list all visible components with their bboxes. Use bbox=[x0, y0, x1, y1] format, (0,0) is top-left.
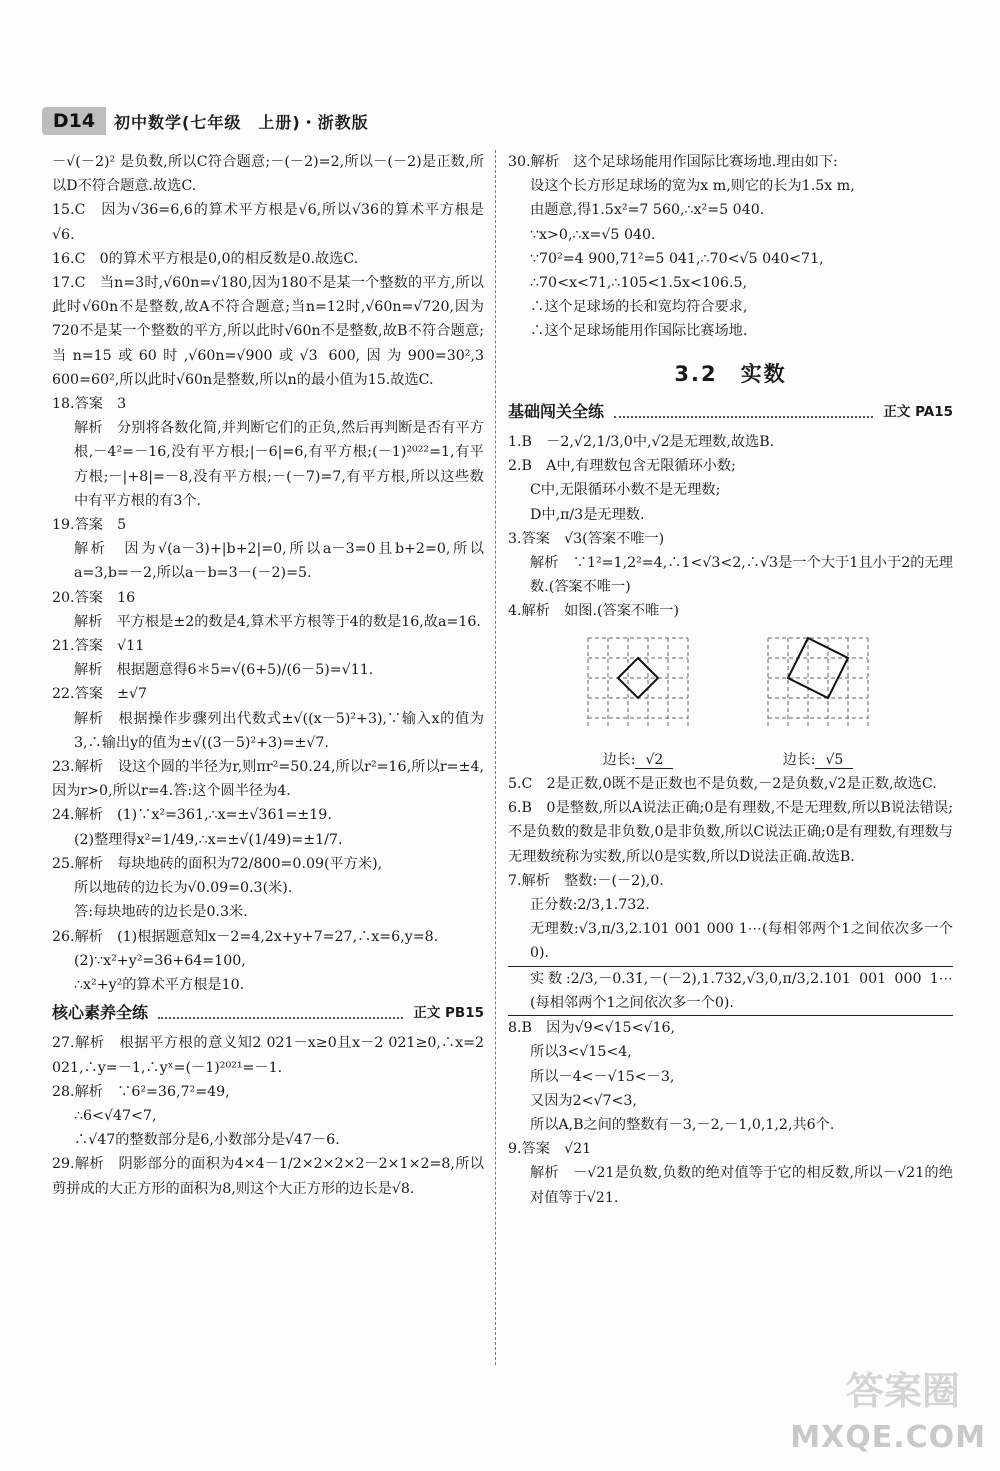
section-core-ref: 正文 PB15 bbox=[413, 1005, 484, 1022]
answer-25-a: 所以地砖的边长为√0.09=0.3(米). bbox=[74, 880, 293, 897]
page-header bbox=[42, 106, 369, 136]
chapter-title: 3.2 实数 bbox=[674, 361, 787, 386]
page-number-badge: D14 bbox=[42, 107, 106, 135]
section-dots bbox=[158, 1007, 403, 1019]
answer-24-2: (2)整理得x²=1/49,∴x=±√(1/49)=±1/7. bbox=[74, 831, 343, 848]
analysis-3: 解析 ∵1²=1,2²=4,∴1<√3<2,∴√3是一个大于1且小于2的无理数.(答案不唯一) bbox=[530, 555, 953, 596]
answer-2-d: D中,π/3是无理数. bbox=[530, 506, 645, 523]
answer-6: 6.B 0是整数,所以A说法正确;0是有理数,不是无理数,所以B说法错误;不是负数的数是非负数,0是非负数,所以C说法正确;0是有理数,有理数与无理数统称为实数,所以0是实数,所以D说法正确.故选B. bbox=[508, 800, 953, 865]
answer-4: 4.解析 如图.(答案不唯一) bbox=[508, 603, 679, 620]
answer-7-a: 正分数:2/3,1.732. bbox=[530, 897, 650, 914]
answer-15: 15.C 因为√36=6,6的算术平方根是√6,所以√36的算术平方根是√6. bbox=[52, 202, 484, 243]
answer-30-g: ∴这个足球场能用作国际比赛场地. bbox=[530, 323, 748, 340]
answer-8-d: 所以A,B之间的整数有－3,－2,－1,0,1,2,共6个. bbox=[530, 1116, 835, 1133]
answer-30-b: 由题意,得1.5x²=7 560,∴x²=5 040. bbox=[530, 202, 765, 219]
answer-30-e: ∴70<x<71,∴105<1.5x<106.5, bbox=[530, 275, 747, 292]
answer-25-b: 答:每块地砖的边长是0.3米. bbox=[74, 904, 248, 921]
answer-16: 16.C 0的算术平方根是0,0的相反数是0.故选C. bbox=[52, 250, 359, 267]
answer-8-a: 所以3<√15<4, bbox=[530, 1044, 632, 1061]
answer-28-a: ∴6<√47<7, bbox=[74, 1107, 157, 1124]
answer-26-3: ∴x²+y²的算术平方根是10. bbox=[74, 976, 245, 993]
analysis-9: 解析 －√21是负数,负数的绝对值等于它的相反数,所以－√21的绝对值等于√21. bbox=[530, 1165, 953, 1206]
answer-27: 27.解析 根据平方根的意义知2 021－x≥0且x－2 021≥0,∴x=2 021,∴y=－1,∴yˣ=(－1)²⁰²¹=－1. bbox=[52, 1035, 484, 1076]
analysis-20: 解析 平方根是±2的数是4,算术平方根等于4的数是16,故a=16. bbox=[74, 613, 481, 630]
answer-22: 22.答案 ±√7 bbox=[52, 686, 148, 703]
analysis-18: 解析 分别将各数化简,并判断它们的正负,然后再判断是否有平方根,－4²=－16,没有平方根;|－6|=6,有平方根;(－1)²⁰²²=1,有平方根;－|+8|=－8,没有平方根;－(－7)=7,有平方根,所以这些数中有平方根的有3个. bbox=[74, 420, 484, 509]
answer-19: 19.答案 5 bbox=[52, 517, 127, 534]
answer-28-b: ∴√47的整数部分是6,小数部分是√47－6. bbox=[74, 1132, 340, 1149]
answer-23: 23.解析 设这个圆的半径为r,则πr²=50.24,所以r²=16,所以r=±4,因为r>0,所以r=4.答:这个圆半径为4. bbox=[52, 759, 484, 800]
side-length-value: √5 bbox=[815, 752, 853, 769]
answer-25: 25.解析 每块地砖的面积为72/800=0.09(平方米), bbox=[52, 855, 383, 872]
answer-8-c: 又因为2<√7<3, bbox=[530, 1092, 637, 1109]
grid-square-diagram bbox=[758, 628, 878, 738]
right-column bbox=[508, 150, 953, 1210]
answer-17: 17.C 当n=3时,√60n=√180,因为180不是某一个整数的平方,所以此时√60n不是整数,故A不符合题意;当n=12时,√60n=√720,因为720不是某一个整数的平方,所以此时√60n不是整数,故B不符合题意;当n=15或60时,√60n=√900或√3 600,因为900=30²,3 600=60²,所以此时√60n是整数,所以n的最小值为15.故选C. bbox=[52, 275, 484, 388]
answer-18: 18.答案 3 bbox=[52, 396, 127, 413]
answer-26-2: (2)∵x²+y²=36+64=100, bbox=[74, 952, 246, 969]
answer-text: －√(－2)² 是负数,所以C符合题意;－(－2)=2,所以－(－2)是正数,所以D不符合题意.故选C. bbox=[52, 154, 484, 195]
answer-21: 21.答案 √11 bbox=[52, 638, 145, 655]
answer-7: 7.解析 整数:－(－2),0. bbox=[508, 872, 664, 889]
section-basic-header bbox=[508, 400, 953, 424]
answer-5: 5.C 2是正数,0既不是正数也不是负数,－2是负数,√2是正数,故选C. bbox=[508, 776, 937, 793]
answer-30-c: ∵x>0,∴x=√5 040. bbox=[530, 226, 656, 243]
answer-20: 20.答案 16 bbox=[52, 589, 136, 606]
answer-24-1: 24.解析 (1)∵x²=361,∴x=±√361=±19. bbox=[52, 807, 332, 824]
figure-caption-right: 边长: √5 bbox=[758, 748, 878, 772]
answer-30: 30.解析 这个足球场能用作国际比赛场地.理由如下: bbox=[508, 154, 838, 170]
answer-7-c: 实数:2/3,－0.3̇1̇,－(－2),1.732,√3,0,π/3,2.101 001 000 1⋯(每相邻两个1之间依次多一个0). bbox=[508, 967, 953, 1016]
left-column bbox=[52, 150, 484, 1201]
answer-2-c: C中,无限循环小数不是无理数; bbox=[530, 482, 721, 499]
section-core-header bbox=[52, 1001, 484, 1025]
answer-30-f: ∴这个足球场的长和宽均符合要求, bbox=[530, 299, 748, 316]
figure-sqrt5 bbox=[758, 628, 878, 772]
answer-26-1: 26.解析 (1)根据题意知x－2=4,2x+y+7=27,∴x=6,y=8. bbox=[52, 928, 439, 945]
answer-30-d: ∵70²=4 900,71²=5 041,∴70<√5 040<71, bbox=[530, 250, 824, 267]
watermark-url: MXQE.COM bbox=[790, 1420, 986, 1455]
book-title: 初中数学(七年级 上册)・浙教版 bbox=[114, 112, 369, 132]
answer-9: 9.答案 √21 bbox=[508, 1141, 592, 1158]
section-basic-title: 基础闯关全练 bbox=[508, 401, 605, 421]
section-core-title: 核心素养全练 bbox=[52, 1003, 149, 1023]
section-basic-ref: 正文 PA15 bbox=[883, 403, 953, 420]
answer-29: 29.解析 阴影部分的面积为4×4－1/2×2×2×2－2×1×2=8,所以剪拼成的大正方形的面积为8,则这个大正方形的边长是√8. bbox=[52, 1156, 484, 1197]
watermark-logo: 答案圈 bbox=[845, 1369, 960, 1413]
answer-2: 2.B A中,有理数包含无限循环小数; bbox=[508, 458, 736, 475]
side-length-value: √2 bbox=[635, 752, 673, 769]
answer-8: 8.B 因为√9<√15<√16, bbox=[508, 1020, 676, 1037]
answer-7-b: 无理数:√3,π/3,2.101 001 000 1⋯(每相邻两个1之间依次多一个0). bbox=[508, 917, 953, 966]
analysis-22: 解析 根据操作步骤列出代数式±√((x－5)²+3),∵输入x的值为3,∴输出y的值为±√((3－5)²+3)=±√7. bbox=[74, 710, 484, 751]
analysis-21: 解析 根据题意得6＊5=√(6+5)/(6－5)=√11. bbox=[74, 662, 374, 679]
grid-figures bbox=[548, 628, 908, 772]
answer-3: 3.答案 √3(答案不唯一) bbox=[508, 530, 665, 547]
figure-sqrt2 bbox=[578, 628, 698, 772]
answer-1: 1.B －2,√2,1/3,0中,√2是无理数,故选B. bbox=[508, 434, 775, 451]
column-divider bbox=[495, 150, 496, 1365]
grid-square-diagram bbox=[578, 628, 698, 738]
answer-28: 28.解析 ∵6²=36,7²=49, bbox=[52, 1083, 230, 1100]
answer-30-a: 设这个长方形足球场的宽为x m,则它的长为1.5x m, bbox=[530, 178, 855, 195]
answer-8-b: 所以－4<－√15<－3, bbox=[530, 1068, 675, 1085]
figure-caption-left: 边长: √2 bbox=[578, 748, 698, 772]
section-dots bbox=[614, 406, 873, 418]
analysis-19: 解析 因为√(a－3)+|b+2|=0,所以a－3=0且b+2=0,所以a=3,b=－2,所以a－b=3－(－2)=5. bbox=[74, 541, 484, 582]
